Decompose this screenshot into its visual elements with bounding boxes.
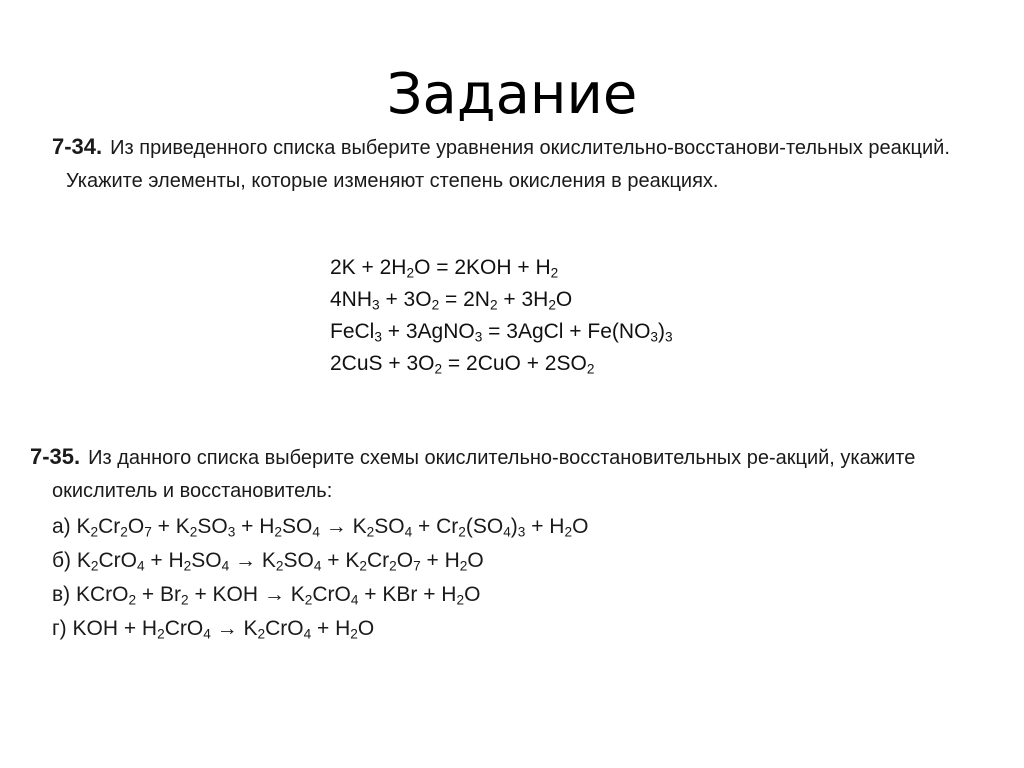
task-7-35-number: 7-35. (30, 444, 81, 469)
formula-text: FeCl (330, 320, 375, 343)
formula-text: = 2CuO + 2SO (442, 352, 587, 375)
subscript: 2 (586, 361, 595, 377)
subscript: 3 (474, 329, 483, 345)
task-7-35 (30, 440, 1005, 646)
subscript: 3 (374, 329, 382, 345)
formula-text: + Cr (412, 515, 459, 538)
equation-line (330, 316, 850, 348)
subscript: 4 (404, 524, 413, 540)
subscript: 2 (183, 558, 192, 574)
formula-text: O (396, 549, 414, 572)
formula-text: SO (191, 549, 222, 572)
subscript: 4 (136, 558, 145, 574)
formula-text: + Br (136, 583, 182, 606)
subscript: 2 (189, 524, 198, 540)
formula-text: 2K + 2H (330, 256, 407, 279)
subscript: 4 (350, 592, 359, 608)
task-7-34 (52, 130, 982, 198)
subscript: 4 (503, 524, 511, 540)
subscript: 2 (366, 524, 375, 540)
formula-text: → K (229, 549, 276, 572)
subscript: 3 (517, 524, 526, 540)
formula-text: + KOH → K (188, 583, 305, 606)
formula-text: ) (658, 320, 665, 343)
task-7-35-option-list (30, 510, 1005, 646)
formula-text: O (357, 617, 375, 640)
subscript: 7 (413, 558, 421, 574)
formula-text: O (572, 515, 589, 538)
formula-text: → K (210, 617, 258, 640)
formula-text: 4NH (330, 288, 373, 311)
formula-text: + H (525, 515, 565, 538)
subscript: 7 (144, 524, 152, 540)
subscript: 4 (221, 558, 230, 574)
subscript: 2 (406, 265, 415, 281)
subscript: 3 (650, 329, 658, 345)
reaction-option (52, 578, 1005, 612)
formula-text: = 3AgCl + Fe(NO (482, 320, 651, 343)
formula-text: б) K (52, 549, 91, 572)
subscript: 3 (372, 297, 380, 313)
subscript: 2 (350, 626, 358, 642)
formula-text: а) K (52, 515, 91, 538)
subscript: 2 (434, 361, 443, 377)
formula-text: + K (151, 515, 190, 538)
equation-line (330, 284, 850, 316)
formula-text: + 3O (379, 288, 432, 311)
subscript: 3 (665, 329, 673, 345)
reaction-option (52, 612, 1005, 646)
task-7-34-number: 7-34. (52, 134, 103, 159)
formula-text: + KBr + H (358, 583, 457, 606)
subscript: 2 (548, 297, 556, 313)
formula-text: SO (374, 515, 405, 538)
task-7-34-text: Из приведенного списка выберите уравнения окислительно-восстанови-тельных реакций. Укажите элементы, которые изменяют степень окисления в реакциях. (66, 137, 950, 192)
formula-text: → K (319, 515, 367, 538)
equation-line (330, 348, 850, 380)
subscript: 2 (90, 524, 99, 540)
formula-text: O (555, 288, 573, 311)
subscript: 2 (564, 524, 573, 540)
formula-text: Cr (366, 549, 390, 572)
subscript: 2 (456, 592, 465, 608)
formula-text: CrO (98, 549, 137, 572)
subscript: 2 (120, 524, 128, 540)
subscript: 4 (312, 524, 320, 540)
formula-text: O (464, 583, 481, 606)
subscript: 2 (458, 524, 466, 540)
task-7-35-statement (30, 440, 1005, 508)
subscript: 2 (128, 592, 137, 608)
formula-text: SO (197, 515, 228, 538)
equation-line (330, 252, 850, 284)
formula-text: + K (321, 549, 360, 572)
formula-text: + 3AgNO (381, 320, 475, 343)
formula-text: CrO (312, 583, 351, 606)
task-7-34-equation-list (330, 252, 850, 380)
reaction-option (52, 544, 1005, 578)
formula-text: = 2N (439, 288, 490, 311)
subscript: 2 (181, 592, 189, 608)
formula-text: + H (144, 549, 184, 572)
task-7-35-text: Из данного списка выберите схемы окислительно-восстановительных ре-акций, укажите окислитель и восстановитель: (52, 447, 916, 502)
subscript: 2 (389, 558, 397, 574)
formula-text: Cr (98, 515, 121, 538)
subscript: 4 (313, 558, 322, 574)
formula-text: CrO (164, 617, 204, 640)
formula-text: + H (311, 617, 351, 640)
slide-title: Задание (386, 62, 638, 127)
formula-text: (SO (465, 515, 504, 538)
formula-text: O (127, 515, 145, 538)
subscript: 2 (489, 297, 498, 313)
formula-text: CrO (265, 617, 304, 640)
formula-text: г) KOH + H (52, 617, 158, 640)
formula-text: в) KCrO (52, 583, 129, 606)
subscript: 2 (459, 558, 468, 574)
formula-text: SO (283, 549, 314, 572)
formula-text: O = 2KOH + H (414, 256, 551, 279)
subscript: 2 (275, 558, 284, 574)
formula-text: + H (420, 549, 460, 572)
task-7-34-statement (52, 130, 982, 198)
subscript: 3 (227, 524, 236, 540)
formula-text: O (467, 549, 484, 572)
formula-text: + 3H (497, 288, 549, 311)
formula-text: 2CuS + 3O (330, 352, 435, 375)
reaction-option (52, 510, 1005, 544)
subscript: 4 (203, 626, 211, 642)
formula-text: + H (235, 515, 275, 538)
subscript: 2 (359, 558, 367, 574)
subscript: 2 (274, 524, 282, 540)
subscript: 2 (90, 558, 99, 574)
formula-text: ) (510, 515, 518, 538)
subscript: 2 (157, 626, 165, 642)
subscript: 2 (304, 592, 313, 608)
formula-text: SO (282, 515, 313, 538)
subscript: 2 (550, 265, 559, 281)
subscript: 2 (431, 297, 440, 313)
subscript: 4 (303, 626, 312, 642)
subscript: 2 (257, 626, 266, 642)
